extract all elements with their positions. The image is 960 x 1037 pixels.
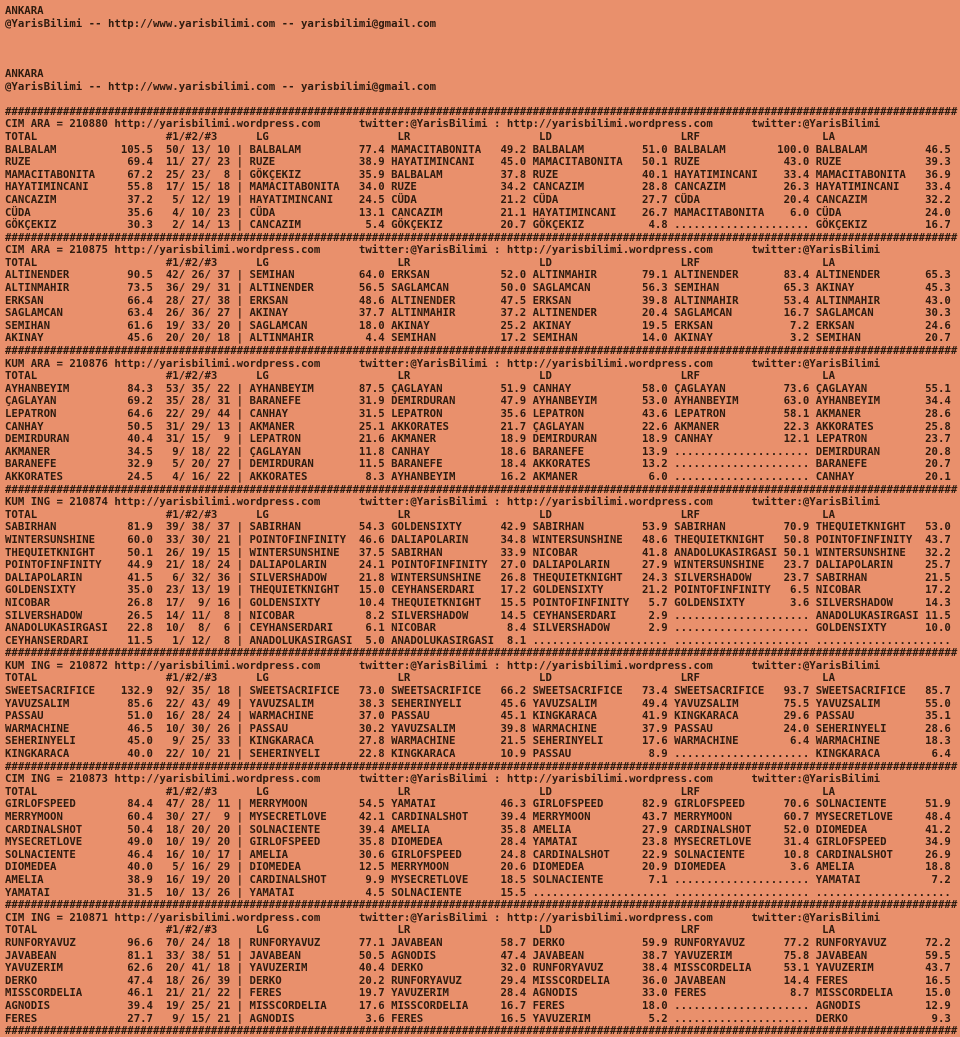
horse-row: GIRLOFSPEED 84.4 47/ 28/ 11 | MERRYMOON 54.5 YAMATAI 46.3 GIRLOFSPEED 82.9 GIRLOFSPEED 70.6 SOLNACIENTE 51.9 [5,797,958,810]
horse-row: MYSECRETLOVE 49.0 10/ 19/ 20 | GIRLOFSPEED 35.8 DIOMEDEA 28.4 YAMATAI 23.8 MYSECRETLOVE 31.4 GIRLOFSPEED 34.9 [5,835,958,848]
horse-row: CÜDA 35.6 4/ 10/ 23 | CÜDA 13.1 CANCAZIM 21.1 HAYATIMINCANI 26.7 MAMACITABONITA 6.0 CÜDA 24.0 [5,205,958,219]
section-separator: #################################################################################################################################################### [5,898,958,911]
section-title: CIM ARA = 210875 http://yarisbilimi.wordpress.com twitter:@YarisBilimi : http://yarisbilimi.wordpress.com twitter:@YarisBilimi [5,243,881,256]
contact-line: @YarisBilimi -- http://www.yarisbilimi.com -- yarisbilimi@gmail.com [5,79,437,93]
section-title: CIM ARA = 210880 http://yarisbilimi.wordpress.com twitter:@YarisBilimi : http://yarisbilimi.wordpress.com twitter:@YarisBilimi [5,117,881,130]
horse-row: CANHAY 50.5 31/ 29/ 13 | AKMANER 25.1 AKKORATES 21.7 ÇAGLAYAN 22.6 AKMANER 22.3 AKKORATES 25.8 [5,419,958,433]
horse-row: KINGKARACA 40.0 22/ 10/ 21 | SEHERINYELI 22.8 KINGKARACA 10.9 PASSAU 8.9 ..................... KINGKARACA 6.4 [5,747,958,760]
horse-row: SEMIHAN 61.6 19/ 33/ 20 | SAGLAMCAN 18.0 AKINAY 25.2 AKINAY 19.5 ERKSAN 7.2 ERKSAN 24.6 [5,318,958,332]
horse-row: ERKSAN 66.4 28/ 27/ 38 | ERKSAN 48.6 ALTINENDER 47.5 ERKSAN 39.8 ALTINMAHIR 53.4 ALTINMAHIR 43.0 [5,293,958,307]
horse-row: SILVERSHADOW 26.5 14/ 11/ 8 | NICOBAR 8.2 SILVERSHADOW 14.5 CEYHANSERDARI 2.9 ..................... ANADOLUKASIRGASI 11.5 [5,608,958,622]
horse-row: HAYATIMINCANI 55.8 17/ 15/ 18 | MAMACITABONITA 34.0 RUZE 34.2 CANCAZIM 28.8 CANCAZIM 26.3 HAYATIMINCANI 33.4 [5,180,958,193]
contact-line: @YarisBilimi -- http://www.yarisbilimi.com -- yarisbilimi@gmail.com [5,16,437,30]
horse-row: FERES 27.7 9/ 15/ 21 | AGNODIS 3.6 FERES 16.5 YAVUZERIM 5.2 ..................... DERKO 9.3 [5,1011,958,1025]
horse-row: WARMACHINE 46.5 10/ 30/ 26 | PASSAU 30.2 YAVUZSALIM 39.8 WARMACHINE 37.9 PASSAU 24.0 SEHERINYELI 28.6 [5,721,958,735]
horse-row: POINTOFINFINITY 44.9 21/ 18/ 24 | DALIAPOLARIN 24.1 POINTOFINFINITY 27.0 DALIAPOLARIN 27.9 WINTERSUNSHINE 23.7 DALIAPOLARIN 25.7 [5,558,958,571]
horse-row: SOLNACIENTE 46.4 16/ 10/ 17 | AMELIA 30.6 GIRLOFSPEED 24.8 CARDINALSHOT 22.9 SOLNACIENTE 10.8 CARDINALSHOT 26.9 [5,847,958,861]
column-header-row: TOTAL #1/#2/#3 LG LR LD LRF LA [5,784,836,798]
horse-row: JAVABEAN 81.1 33/ 38/ 51 | JAVABEAN 50.5 AGNODIS 47.4 JAVABEAN 38.7 YAVUZERIM 75.8 JAVABEAN 59.5 [5,948,958,962]
horse-row: DEMIRDURAN 40.4 31/ 15/ 9 | LEPATRON 21.6 AKMANER 18.9 DEMIRDURAN 18.9 CANHAY 12.1 LEPATRON 23.7 [5,432,958,445]
horse-row: SEHERINYELI 45.0 9/ 25/ 33 | KINGKARACA 27.8 WARMACHINE 21.5 SEHERINYELI 17.6 WARMACHINE 6.4 WARMACHINE 18.3 [5,734,958,748]
horse-row: BALBALAM 105.5 50/ 13/ 10 | BALBALAM 77.4 MAMACITABONITA 49.2 BALBALAM 51.0 BALBALAM 100.0 BALBALAM 46.5 [5,142,958,156]
horse-row: AKKORATES 24.5 4/ 16/ 22 | AKKORATES 8.3 AYHANBEYIM 16.2 AKMANER 6.0 ..................... CANHAY 20.1 [5,469,958,483]
horse-row: ALTINENDER 90.5 42/ 26/ 37 | SEMIHAN 64.0 ERKSAN 52.0 ALTINMAHIR 79.1 ALTINENDER 83.4 ALTINENDER 65.3 [5,268,958,282]
blank-line [5,42,960,55]
blank-line [5,29,960,42]
section-separator: #################################################################################################################################################### [5,104,958,118]
horse-row: BARANEFE 32.9 5/ 20/ 27 | DEMIRDURAN 11.5 BARANEFE 18.4 AKKORATES 13.2 ..................... BARANEFE 20.7 [5,457,958,470]
column-header-row: TOTAL #1/#2/#3 LG LR LD LRF LA [5,129,836,143]
section-separator: #################################################################################################################################################### [5,646,958,659]
section-separator: #################################################################################################################################################### [5,1024,958,1037]
horse-row: THEQUIETKNIGHT 50.1 26/ 19/ 15 | WINTERSUNSHINE 37.5 SABIRHAN 33.9 NICOBAR 41.8 ANADOLUKASIRGASI 50.1 WINTERSUNSHINE 32.2 [5,545,958,559]
horse-row: DIOMEDEA 40.0 5/ 16/ 29 | DIOMEDEA 12.5 MERRYMOON 20.6 DIOMEDEA 20.9 DIOMEDEA 3.6 AMELIA 18.8 [5,860,958,873]
section-separator: #################################################################################################################################################### [5,482,958,496]
horse-row: DALIAPOLARIN 41.5 6/ 32/ 36 | SILVERSHADOW 21.8 WINTERSUNSHINE 26.8 THEQUIETKNIGHT 24.3 SILVERSHADOW 23.7 SABIRHAN 21.5 [5,570,958,584]
horse-row: ÇAGLAYAN 69.2 35/ 28/ 31 | BARANEFE 31.9 DEMIRDURAN 47.9 AYHANBEYIM 53.0 AYHANBEYIM 63.0 AYHANBEYIM 34.4 [5,394,958,407]
horse-row: ANADOLUKASIRGASI 22.8 10/ 8/ 6 | CEYHANSERDARI 6.1 NICOBAR 8.4 SILVERSHADOW 2.9 ..................... GOLDENSIXTY 10.0 [5,621,958,634]
section-title: CIM ING = 210871 http://yarisbilimi.wordpress.com twitter:@YarisBilimi : http://yarisbilimi.wordpress.com twitter:@YarisBilimi [5,910,881,924]
column-header-row: TOTAL #1/#2/#3 LG LR LD LRF LA [5,507,836,521]
horse-row: YAVUZERIM 62.6 20/ 41/ 18 | YAVUZERIM 40.4 DERKO 32.0 RUNFORYAVUZ 38.4 MISSCORDELIA 53.1 YAVUZERIM 43.7 [5,961,958,974]
horse-row: MAMACITABONITA 67.2 25/ 23/ 8 | GÖKÇEKIZ 35.9 BALBALAM 37.8 RUZE 40.1 HAYATIMINCANI 33.4 MAMACITABONITA 36.9 [5,167,958,181]
column-header-row: TOTAL #1/#2/#3 LG LR LD LRF LA [5,923,836,936]
section-title: KUM ING = 210874 http://yarisbilimi.wordpress.com twitter:@YarisBilimi : http://yarisbilimi.wordpress.com twitter:@YarisBilimi [5,495,881,508]
sections-container [5,105,960,1037]
section-separator: #################################################################################################################################################### [5,344,958,357]
horse-row: NICOBAR 26.8 17/ 9/ 16 | GOLDENSIXTY 10.4 THEQUIETKNIGHT 15.5 POINTOFINFINITY 5.7 GOLDENSIXTY 3.6 SILVERSHADOW 14.3 [5,595,958,609]
horse-row: ALTINMAHIR 73.5 36/ 29/ 31 | ALTINENDER 56.5 SAGLAMCAN 50.0 SAGLAMCAN 56.3 SEMIHAN 65.3 AKINAY 45.3 [5,281,958,294]
horse-row: AYHANBEYIM 84.3 53/ 35/ 22 | AYHANBEYIM 87.5 ÇAGLAYAN 51.9 CANHAY 58.0 ÇAGLAYAN 73.6 ÇAGLAYAN 55.1 [5,381,958,395]
horse-row: PASSAU 51.0 16/ 28/ 24 | WARMACHINE 37.0 PASSAU 45.1 KINGKARACA 41.9 KINGKARACA 29.6 PASSAU 35.1 [5,709,958,722]
horse-row: AGNODIS 39.4 19/ 25/ 21 | MISSCORDELIA 17.6 MISSCORDELIA 16.7 FERES 18.0 ..................... AGNODIS 12.9 [5,998,958,1012]
horse-row: SWEETSACRIFICE 132.9 92/ 35/ 18 | SWEETSACRIFICE 73.0 SWEETSACRIFICE 66.2 SWEETSACRIFICE 73.4 SWEETSACRIFICE 93.7 SWEETSACRIFICE 85.7 [5,684,958,697]
horse-row: MISSCORDELIA 46.1 21/ 21/ 22 | FERES 19.7 YAVUZERIM 28.4 AGNODIS 33.0 FERES 8.7 MISSCORDELIA 15.0 [5,986,958,999]
horse-row: YAVUZSALIM 85.6 22/ 43/ 49 | YAVUZSALIM 38.3 SEHERINYELI 45.6 YAVUZSALIM 49.4 YAVUZSALIM 75.5 YAVUZSALIM 55.0 [5,696,958,710]
horse-row: RUNFORYAVUZ 96.6 70/ 24/ 18 | RUNFORYAVUZ 77.1 JAVABEAN 58.7 DERKO 59.9 RUNFORYAVUZ 77.2 RUNFORYAVUZ 72.2 [5,935,958,949]
horse-row: MERRYMOON 60.4 30/ 27/ 9 | MYSECRETLOVE 42.1 CARDINALSHOT 39.4 MERRYMOON 43.7 MERRYMOON 60.7 MYSECRETLOVE 48.4 [5,810,958,823]
horse-row: SABIRHAN 81.9 39/ 38/ 37 | SABIRHAN 54.3 GOLDENSIXTY 42.9 SABIRHAN 53.9 SABIRHAN 70.9 THEQUIETKNIGHT 53.0 [5,520,958,533]
section-separator: #################################################################################################################################################### [5,759,958,773]
column-header-row: TOTAL #1/#2/#3 LG LR LD LRF LA [5,671,836,685]
section-title: CIM ING = 210873 http://yarisbilimi.wordpress.com twitter:@YarisBilimi : http://yarisbilimi.wordpress.com twitter:@YarisBilimi [5,772,881,785]
horse-row: CARDINALSHOT 50.4 18/ 20/ 20 | SOLNACIENTE 39.4 AMELIA 35.8 AMELIA 27.9 CARDINALSHOT 52.0 DIOMEDEA 41.2 [5,822,958,836]
horse-row: AMELIA 38.9 16/ 19/ 20 | CARDINALSHOT 9.9 MYSECRETLOVE 18.5 SOLNACIENTE 7.1 ..................... YAMATAI 7.2 [5,872,958,886]
section-separator: #################################################################################################################################################### [5,230,958,244]
horse-row: LEPATRON 64.6 22/ 29/ 44 | CANHAY 31.5 LEPATRON 35.6 LEPATRON 43.6 LEPATRON 58.1 AKMANER 28.6 [5,407,958,420]
horse-row: CANCAZIM 37.2 5/ 12/ 19 | HAYATIMINCANI 24.5 CÜDA 21.2 CÜDA 27.7 CÜDA 20.4 CANCAZIM 32.2 [5,192,958,206]
track-name: ANKARA [5,4,44,17]
column-header-row: TOTAL #1/#2/#3 LG LR LD LRF LA [5,369,836,382]
horse-row: WINTERSUNSHINE 60.0 33/ 30/ 21 | POINTOFINFINITY 46.6 DALIAPOLARIN 34.8 WINTERSUNSHINE 48.6 THEQUIETKNIGHT 50.8 POINTOFINFINITY 43.7 [5,532,958,546]
blank-line [5,54,960,67]
horse-row: SAGLAMCAN 63.4 26/ 36/ 27 | AKINAY 37.7 ALTINMAHIR 37.2 ALTINENDER 20.4 SAGLAMCAN 16.7 SAGLAMCAN 30.3 [5,306,958,319]
horse-row: GOLDENSIXTY 35.0 23/ 13/ 19 | THEQUIETKNIGHT 15.0 CEYHANSERDARI 17.2 GOLDENSIXTY 21.2 POINTOFINFINITY 6.5 NICOBAR 17.2 [5,583,958,596]
horse-row: CEYHANSERDARI 11.5 1/ 12/ 8 | ANADOLUKASIRGASI 5.0 ANADOLUKASIRGASI 8.1 ..................... ..................... ..................... [5,633,958,647]
horse-row: YAMATAI 31.5 10/ 13/ 26 | YAMATAI 4.5 SOLNACIENTE 15.5 ..................... ..................... ..................... [5,885,958,899]
horse-row: AKMANER 34.5 9/ 18/ 22 | ÇAGLAYAN 11.8 CANHAY 18.6 BARANEFE 13.9 ..................... DEMIRDURAN 20.8 [5,444,958,458]
section-title: KUM ING = 210872 http://yarisbilimi.wordpress.com twitter:@YarisBilimi : http://yarisbilimi.wordpress.com twitter:@YarisBilimi [5,658,881,672]
horse-row: RUZE 69.4 11/ 27/ 23 | RUZE 38.9 HAYATIMINCANI 45.0 MAMACITABONITA 50.1 RUZE 43.0 RUZE 39.3 [5,155,958,168]
section-title: KUM ARA = 210876 http://yarisbilimi.wordpress.com twitter:@YarisBilimi : http://yarisbilimi.wordpress.com twitter:@YarisBilimi [5,356,881,370]
horse-row: GÖKÇEKIZ 30.3 2/ 14/ 13 | CANCAZIM 5.4 GÖKÇEKIZ 20.7 GÖKÇEKIZ 4.8 ..................... GÖKÇEKIZ 16.7 [5,218,958,231]
track-name: ANKARA [5,66,44,80]
horse-row: AKINAY 45.6 20/ 20/ 18 | ALTINMAHIR 4.4 SEMIHAN 17.2 SEMIHAN 14.0 AKINAY 3.2 SEMIHAN 20.7 [5,331,958,345]
blank-line [5,92,960,105]
horse-row: DERKO 47.4 18/ 26/ 39 | DERKO 20.2 RUNFORYAVUZ 29.4 MISSCORDELIA 36.0 JAVABEAN 14.4 FERES 16.5 [5,973,958,987]
column-header-row: TOTAL #1/#2/#3 LG LR LD LRF LA [5,255,836,269]
